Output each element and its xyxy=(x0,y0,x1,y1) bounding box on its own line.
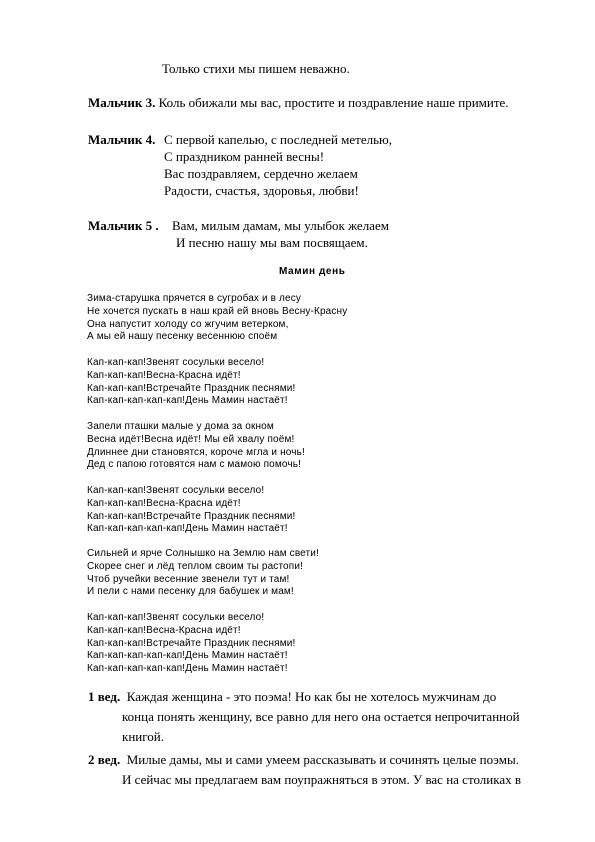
song-line: Кап-кап-кап!Встречайте Праздник песнями! xyxy=(87,510,296,522)
speech-line: Вам, милым дамам, мы улыбок желаем xyxy=(172,218,389,233)
song-line: Она напустит холоду со жгучим ветерком, xyxy=(87,318,289,330)
speech-line: И сейчас мы предлагаем вам поупражняться в этом. У вас на столиках в xyxy=(122,772,522,787)
song-line: Кап-кап-кап-кап-кап!День Мамин настаёт! xyxy=(87,650,288,662)
speech-line: Коль обижали мы вас, простите и поздравление наше примите. xyxy=(158,95,509,110)
song-line: Длиннее дни становятся, короче мгла и ночь! xyxy=(87,446,305,458)
speaker-label: Мальчик 5 . xyxy=(88,218,159,233)
intro-line: Только стихи мы пишем неважно. xyxy=(162,61,350,76)
speech-line: Милые дамы, мы и сами умеем рассказывать и сочинять целые поэмы. xyxy=(126,752,519,767)
speaker-label: 1 вед. xyxy=(88,689,121,704)
speech-line: И песню нашу мы вам посвящаем. xyxy=(176,235,368,250)
boy-5-lines xyxy=(172,217,389,251)
song-line: Кап-кап-кап!Звенят сосульки весело! xyxy=(87,485,265,496)
song-line: И пели с нами песенку для бабушек и мам! xyxy=(87,586,294,598)
song-line: Зима-старушка прячется в сугробах и в лесу xyxy=(87,293,302,304)
song-line: Кап-кап-кап!Встречайте Праздник песнями! xyxy=(87,637,296,649)
song-line: Кап-кап-кап!Звенят сосульки весело! xyxy=(87,357,265,368)
speaker-label: Мальчик 3. xyxy=(88,95,156,110)
song-line: Кап-кап-кап!Весна-Красна идёт! xyxy=(87,369,241,381)
song-line: Сильней и ярче Солнышко на Землю нам свети! xyxy=(87,548,319,559)
song-line: Кап-кап-кап!Весна-Красна идёт! xyxy=(87,624,241,636)
song-line: Кап-кап-кап-кап-кап!День Мамин настаёт! xyxy=(87,523,288,535)
song-stanza xyxy=(87,293,347,344)
song-line: Дед с папою готовятся нам с мамою помочь! xyxy=(87,459,302,471)
song-line: Запели пташки малые у дома за окном xyxy=(87,421,274,432)
song-stanza xyxy=(87,548,319,599)
song-line: Кап-кап-кап!Звенят сосульки весело! xyxy=(87,612,265,623)
song-title: Мамин день xyxy=(279,266,346,277)
song-chorus xyxy=(87,357,295,408)
speech-line: С первой капелью, с последней метелью, xyxy=(164,132,393,147)
song-chorus xyxy=(87,612,295,676)
speech-line: Вас поздравляем, сердечно желаем xyxy=(164,166,358,181)
song-line: А мы ей нашу песенку весеннюю споём xyxy=(87,331,278,343)
song-line: Не хочется пускать в наш край ей вновь Весну-Красну xyxy=(87,305,348,317)
speech-line: Радости, счастья, здоровья, любви! xyxy=(164,183,359,198)
song-line: Весна идёт!Весна идёт! Мы ей хвалу поём! xyxy=(87,433,295,445)
boy-3-speech xyxy=(88,94,509,111)
boy-4-lines xyxy=(164,131,392,199)
speech-line: Каждая женщина - это поэма! Но как бы не хотелось мужчинам до xyxy=(126,689,497,704)
host-1-continuation xyxy=(122,708,520,745)
boy-4-speech xyxy=(88,131,155,148)
speech-line: книгой. xyxy=(122,729,164,744)
speaker-label: 2 вед. xyxy=(88,752,121,767)
boy-5-speech xyxy=(88,217,159,234)
song-stanza xyxy=(87,421,305,472)
speech-line: конца понять женщину, все равно для него она остается непрочитанной xyxy=(122,709,520,724)
host-2-speech xyxy=(88,751,519,768)
song-line: Кап-кап-кап-кап-кап!День Мамин настаёт! xyxy=(87,395,288,407)
song-line: Скорее снег и лёд теплом своим ты растопи! xyxy=(87,560,304,572)
song-chorus xyxy=(87,485,295,536)
speech-line: С праздником ранней весны! xyxy=(164,149,325,164)
song-line: Кап-кап-кап!Встречайте Праздник песнями! xyxy=(87,382,296,394)
song-line: Чтоб ручейки весенние звенели тут и там! xyxy=(87,573,290,585)
song-line: Кап-кап-кап-кап-кап!День Мамин настаёт! xyxy=(87,663,288,675)
host-1-speech xyxy=(88,688,496,705)
speaker-label: Мальчик 4. xyxy=(88,132,156,147)
host-2-continuation xyxy=(122,771,521,788)
song-line: Кап-кап-кап!Весна-Красна идёт! xyxy=(87,497,241,509)
